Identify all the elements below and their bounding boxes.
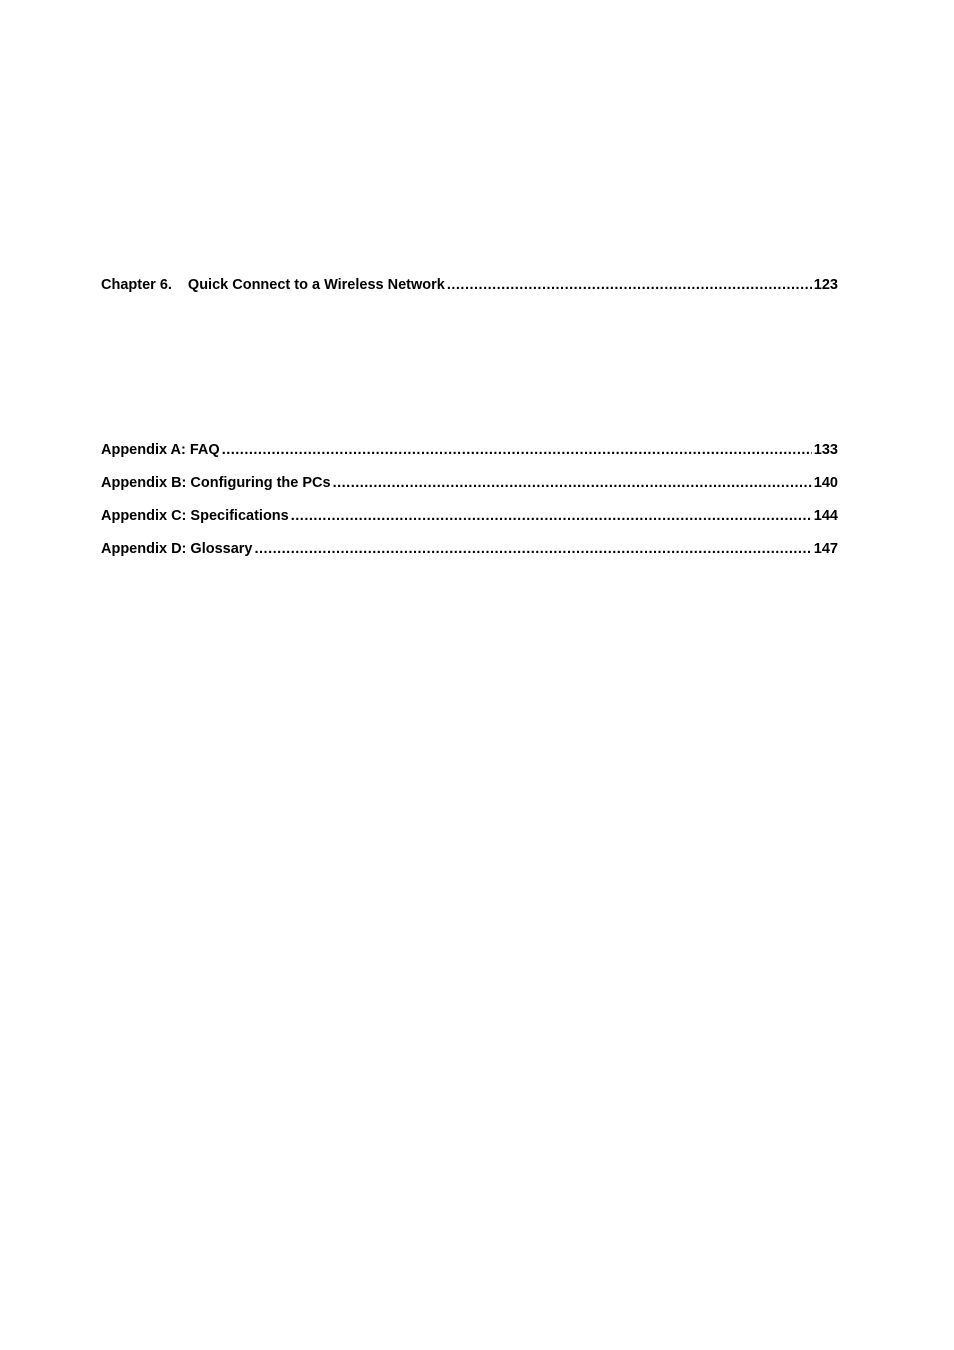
toc-page-number: 133: [813, 442, 838, 458]
toc-entry-appendix-d[interactable]: [101, 540, 838, 558]
toc-chapter-title: [101, 276, 445, 294]
toc-entry-appendix-c[interactable]: [101, 507, 838, 525]
toc-page-number: 140: [813, 475, 838, 491]
toc-dot-leader: [333, 474, 812, 492]
toc-dot-leader: [254, 540, 811, 558]
toc-appendix-title: Appendix A: FAQ: [101, 442, 220, 458]
toc-appendix-title: Appendix D: Glossary: [101, 541, 253, 557]
toc-dot-leader: [447, 276, 812, 294]
toc-dot-leader: [222, 441, 812, 459]
toc-appendix-title: Appendix B: Configuring the PCs: [101, 475, 331, 491]
toc-chapter-number: Chapter 6.: [101, 277, 172, 293]
toc-chapter-name: Quick Connect to a Wireless Network: [187, 277, 445, 293]
toc-page-number: 144: [813, 508, 838, 524]
toc-entry-chapter-6[interactable]: [101, 276, 838, 294]
toc-page-number: 147: [813, 541, 838, 557]
toc-entry-appendix-a[interactable]: [101, 441, 838, 459]
toc-entry-appendix-b[interactable]: [101, 474, 838, 492]
toc-appendix-title: Appendix C: Specifications: [101, 508, 289, 524]
toc-dot-leader: [291, 507, 812, 525]
toc-page-number: 123: [813, 277, 838, 293]
